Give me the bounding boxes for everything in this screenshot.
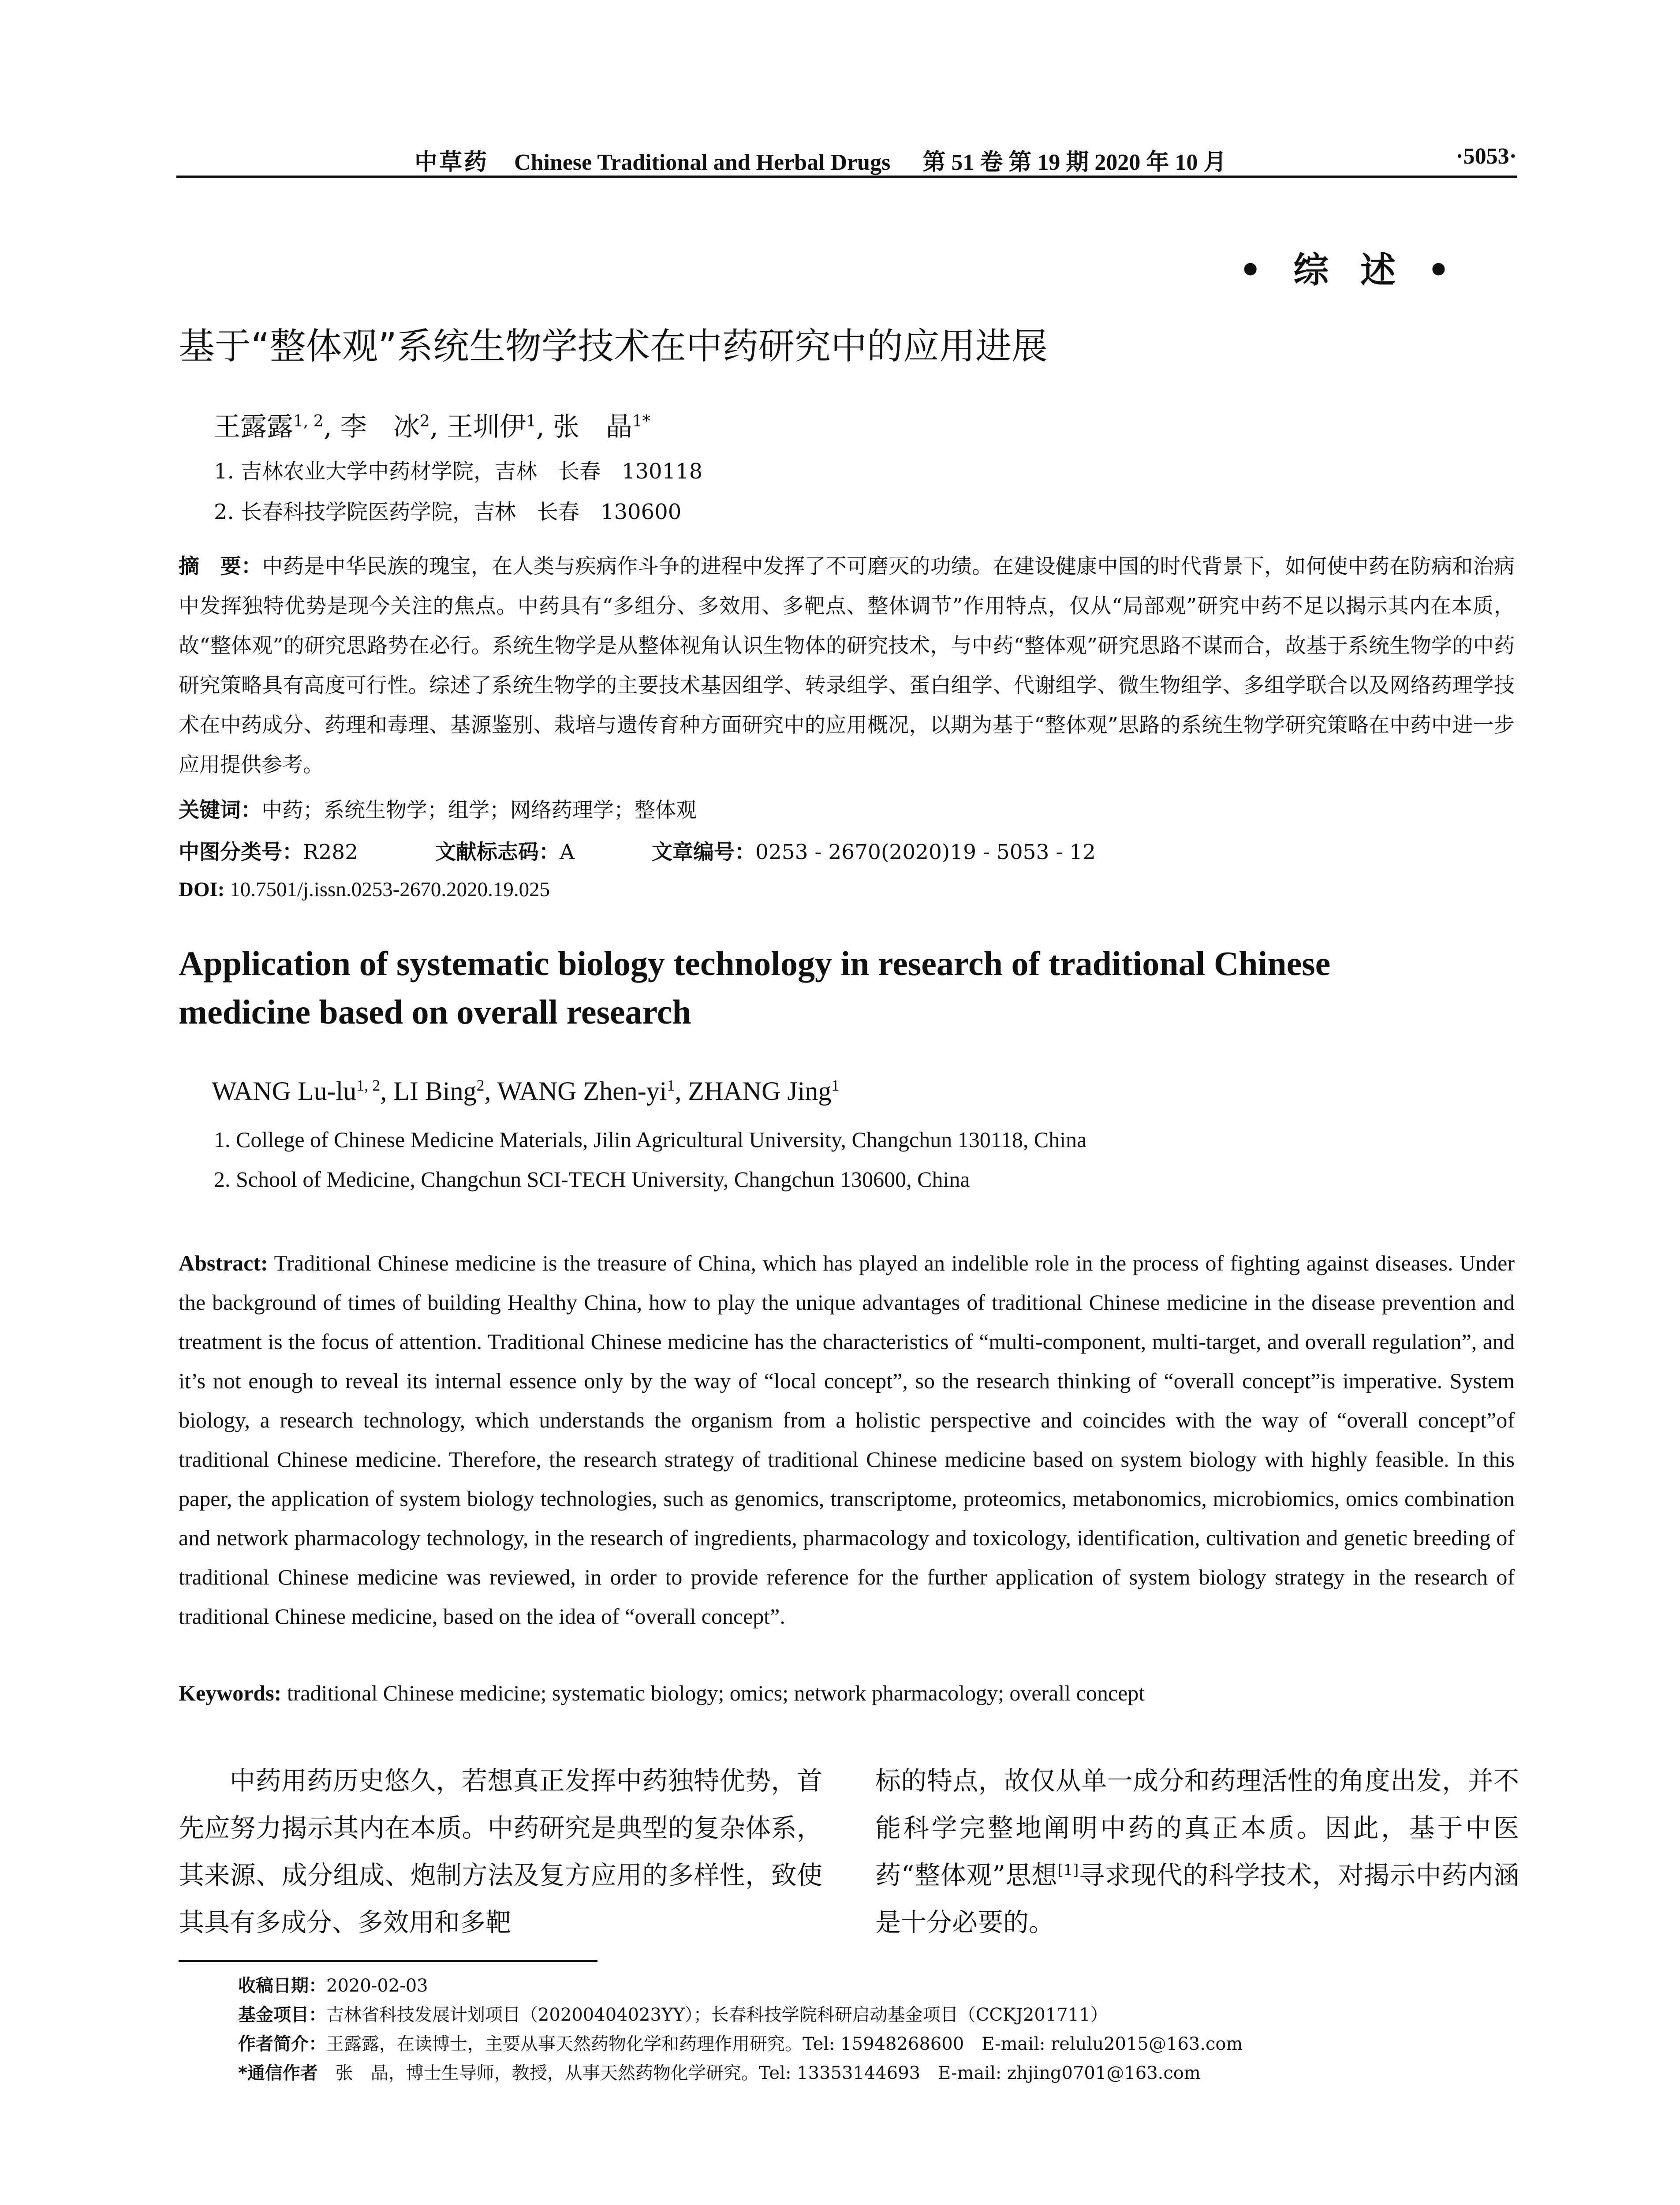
keywords-en-label: Keywords:: [179, 1681, 282, 1705]
page-number: ·5053·: [1456, 144, 1517, 169]
author-name: WANG Lu-lu: [212, 1076, 357, 1106]
doi: [179, 878, 550, 901]
abstract-cn: [179, 547, 1515, 785]
footnote-corresponding: [238, 2059, 1243, 2088]
section-tag: • 综 述 •: [1239, 250, 1460, 291]
article-no-label: 文章编号：: [651, 840, 755, 864]
author-affiliation-mark: 1, 2: [356, 1076, 381, 1094]
article-meta: [179, 836, 1096, 865]
footnote-label: 收稿日期：: [238, 1976, 326, 1996]
footnote-rule: [179, 1960, 597, 1962]
doc-code-label: 文献标志码：: [435, 840, 560, 864]
abstract-en: [179, 1244, 1515, 1636]
author-name: 王露露: [214, 411, 293, 442]
author-separator: ,: [484, 1076, 497, 1106]
author-name: 王圳伊: [446, 411, 526, 442]
journal-name-cn: 中草药: [414, 150, 489, 175]
author-name: ZHANG Jing: [688, 1076, 832, 1106]
abstract-en-text: Traditional Chinese medicine is the treasure of China, which has played an indelible role in the process of fighting against diseases. Under the background of times of building Healthy China, how to play the unique advantages of traditional Chinese medicine in the disease prevention and treatment is the focus of attention. Traditional Chinese medicine has the characteristics of “multi-component, multi-target, and overall regulation”, and it’s not enough to reveal its internal essence only by the way of “local concept”, so the research thinking of “overall concept”is imperative. System biology, a research technology, which understands the organism from a holistic perspective and coincides with the way of “overall concept”of traditional Chinese medicine. Therefore, the research strategy of traditional Chinese medicine based on system biology with highly feasible. In this paper, the application of system biology technologies, such as genomics, transcriptome, proteomics, metabonomics, microbiomics, omics combination and network pharmacology technology, in the research of ingredients, pharmacology and toxicology, identification, cultivation and genetic breeding of traditional Chinese medicine was reviewed, in order to provide reference for the further application of system biology strategy in the research of traditional Chinese medicine, based on the idea of “overall concept”.: [179, 1251, 1515, 1629]
abstract-cn-label: 摘 要：: [179, 554, 262, 579]
title-cn: 基于“整体观”系统生物学技术在中药研究中的应用进展: [179, 325, 1048, 367]
keywords-cn-label: 关键词：: [179, 798, 261, 822]
author-name: 张 晶: [553, 411, 632, 442]
header-rule: [176, 176, 1517, 178]
body-text: 寻求现代的科学技术，对揭示中药内涵是十分必要的。: [875, 1860, 1519, 1937]
author-separator: ,: [429, 411, 447, 442]
footnote-text: 2020-02-03: [326, 1976, 428, 1996]
footnote-label: 基金项目：: [238, 2005, 326, 2025]
article-no-value: 0253 - 2670(2020)19 - 5053 - 12: [755, 840, 1096, 864]
author-separator: ,: [675, 1076, 688, 1106]
footnote-text: 王露露，在读博士，主要从事天然药物化学和药理作用研究。Tel: 15948268600 E-mail: relulu2015@163.com: [326, 2034, 1243, 2054]
body-column-right: [875, 1757, 1519, 1946]
author-separator: ,: [323, 411, 340, 442]
author-separator: ,: [536, 411, 553, 442]
classification-value: R282: [303, 840, 358, 864]
issue-info: 第 51 卷 第 19 期 2020 年 10 月: [922, 150, 1227, 175]
author-affiliation-mark: 1, 2: [293, 412, 324, 430]
keywords-cn: [179, 794, 697, 823]
footnote-funding: [238, 2000, 1243, 2029]
body-column-left: 中药用药历史悠久，若想真正发挥中药独特优势，首先应努力揭示其内在本质。中药研究是典型的复杂体系，其来源、成分组成、炮制方法及复方应用的多样性，致使其具有多成分、多效用和多靶: [179, 1766, 822, 1937]
author-name: LI Bing: [393, 1076, 477, 1106]
doc-code-value: A: [560, 840, 575, 864]
keywords-en: [179, 1680, 1145, 1706]
author-affiliation-mark: 1*: [632, 412, 650, 430]
author-separator: ,: [380, 1076, 394, 1106]
running-header-journal: [414, 143, 1226, 176]
citation-link[interactable]: [1]: [1057, 1861, 1079, 1879]
doi-link[interactable]: 10.7501/j.issn.0253-2670.2020.19.025: [230, 878, 550, 901]
title-en: [179, 939, 1519, 1036]
affiliation-cn-2: 2. 长春科技学院医药学院，吉林 长春 130600: [214, 500, 682, 524]
affiliation-cn-1: 1. 吉林农业大学中药材学院，吉林 长春 130118: [214, 459, 703, 484]
author-affiliation-mark: 2: [419, 412, 430, 430]
affiliation-en-1: 1. College of Chinese Medicine Materials, Jilin Agricultural University, Changchun 130118, China: [214, 1127, 1087, 1152]
author-affiliation-mark: 1: [526, 412, 536, 430]
footnote-author-bio: [238, 2029, 1243, 2059]
abstract-cn-text: 中药是中华民族的瑰宝，在人类与疾病作斗争的进程中发挥了不可磨灭的功绩。在建设健康中国的时代背景下，如何使中药在防病和治病中发挥独特优势是现今关注的焦点。中药具有“多组分、多效用、多靶点、整体调节”作用特点，仅从“局部观”研究中药不足以揭示其内在本质，故“整体观”的研究思路势在必行。系统生物学是从整体视角认识生物体的研究技术，与中药“整体观”研究思路不谋而合，故基于系统生物学的中药研究策略具有高度可行性。综述了系统生物学的主要技术基因组学、转录组学、蛋白组学、代谢组学、微生物组学、多组学联合以及网络药理学技术在中药成分、药理和毒理、基源鉴别、栽培与遗传育种方面研究中的应用概况，以期为基于“整体观”思路的系统生物学研究策略在中药中进一步应用提供参考。: [179, 554, 1515, 777]
footnote-text: 吉林省科技发展计划项目（20200404023YY）；长春科技学院科研启动基金项目（CCKJ201711）: [326, 2005, 1108, 2025]
author-affiliation-mark: 1: [667, 1076, 675, 1094]
classification-label: 中图分类号：: [179, 840, 303, 864]
authors-cn: [214, 406, 650, 444]
title-en-line: Application of systematic biology technology in research of traditional Chinese: [179, 944, 1331, 983]
title-en-line: medicine based on overall research: [179, 993, 691, 1031]
footnote-received: [238, 1971, 1243, 2000]
author-name: WANG Zhen-yi: [497, 1076, 667, 1106]
journal-name-en: Chinese Traditional and Herbal Drugs: [514, 150, 891, 175]
keywords-en-text: traditional Chinese medicine; systematic biology; omics; network pharmacology; overall concept: [287, 1681, 1145, 1705]
affiliation-en-2: 2. School of Medicine, Changchun SCI-TECH University, Changchun 130600, China: [214, 1167, 970, 1192]
abstract-en-label: Abstract:: [179, 1251, 268, 1275]
keywords-cn-text: 中药；系统生物学；组学；网络药理学；整体观: [261, 798, 697, 822]
running-header: [176, 135, 1517, 174]
author-name: 李 冰: [340, 411, 420, 442]
author-affiliation-mark: 1: [831, 1076, 840, 1094]
body-text: 标的特点，故仅从单一成分和药理活性的角度出发，并不能科学完整地阐明中药的真正本质。因此，基于中医药“整体观”思想: [875, 1766, 1519, 1890]
footnote-text: 张 晶，博士生导师，教授，从事天然药物化学研究。Tel: 13353144693 E-mail: zhjing0701@163.com: [317, 2063, 1201, 2083]
footnote-label: *通信作者: [238, 2063, 318, 2083]
footnotes: [238, 1971, 1243, 2088]
author-affiliation-mark: 2: [476, 1076, 485, 1094]
footnote-label: 作者简介：: [238, 2034, 326, 2054]
doi-label: DOI:: [179, 878, 225, 901]
authors-en: [212, 1076, 839, 1106]
